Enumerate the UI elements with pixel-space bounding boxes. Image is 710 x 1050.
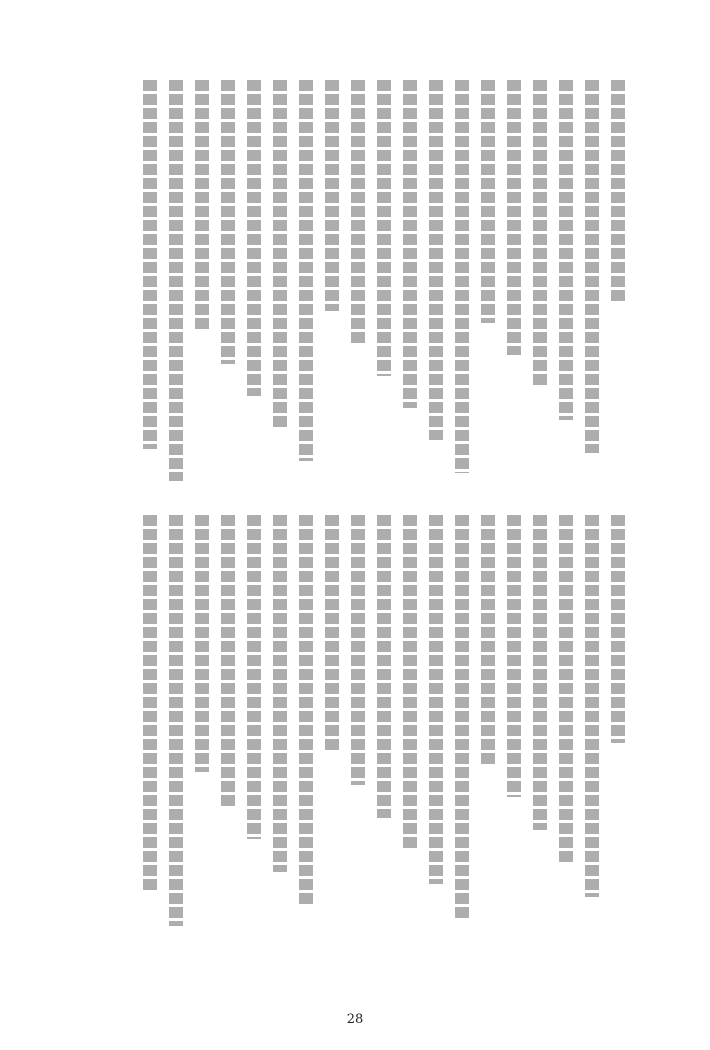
text-line-placeholder [507,80,521,355]
text-line-placeholder [377,80,391,376]
text-line-placeholder [325,515,339,752]
text-line-placeholder [429,80,443,440]
text-line-placeholder [247,515,261,839]
text-line-placeholder [585,515,599,897]
text-line-placeholder [351,515,365,785]
text-line-placeholder [611,515,625,743]
text-line-placeholder [169,515,183,926]
text-line-placeholder [481,80,495,323]
text-line-placeholder [533,80,547,388]
text-line-placeholder [325,80,339,311]
text-line-placeholder [299,80,313,461]
text-line-placeholder [455,80,469,473]
text-line-placeholder [143,515,157,893]
text-line-placeholder [455,515,469,918]
text-line-placeholder [559,80,573,420]
text-line-placeholder [247,80,261,396]
text-line-placeholder [299,515,313,905]
text-line-placeholder [195,515,209,772]
text-line-placeholder [611,80,625,303]
text-line-placeholder [221,80,235,364]
text-line-placeholder [273,515,287,872]
text-line-placeholder [533,515,547,830]
page-number: 28 [346,1012,364,1027]
text-line-placeholder [351,80,365,343]
text-line-placeholder [429,515,443,884]
text-line-placeholder [377,515,391,818]
text-line-placeholder [273,80,287,428]
text-block-bottom [95,515,625,930]
text-line-placeholder [585,80,599,453]
text-line-placeholder [507,515,521,797]
text-line-placeholder [195,80,209,331]
text-line-placeholder [169,80,183,481]
text-line-placeholder [221,515,235,806]
text-block-top [95,80,625,485]
text-line-placeholder [481,515,495,764]
text-line-placeholder [403,515,417,851]
text-line-placeholder [403,80,417,408]
text-line-placeholder [559,515,573,864]
text-line-placeholder [143,80,157,449]
